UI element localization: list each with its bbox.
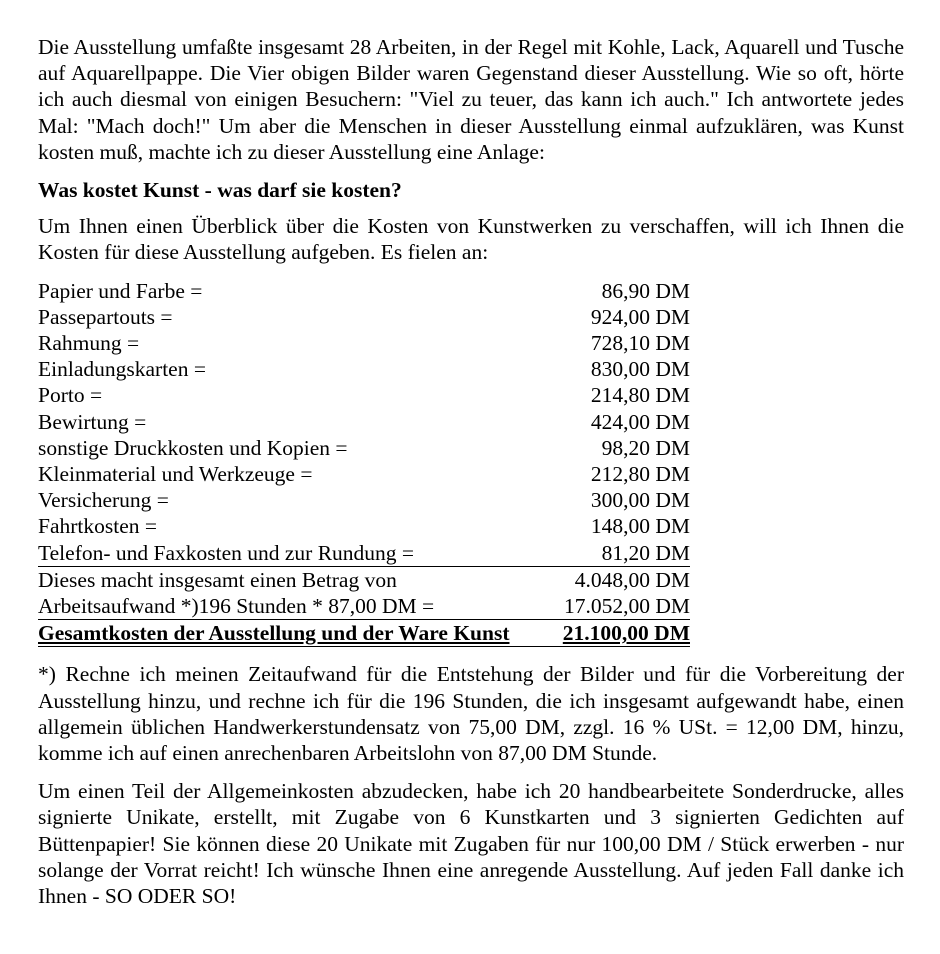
cost-row — [38, 513, 690, 539]
document-page — [38, 34, 904, 909]
total-row — [38, 620, 690, 647]
cost-label: sonstige Druckkosten und Kopien = — [38, 435, 348, 460]
cost-label: Rahmung = — [38, 331, 140, 356]
cost-label: Porto = — [38, 383, 103, 408]
cost-label: Einladungskarten = — [38, 357, 206, 382]
cost-row — [38, 540, 690, 567]
total-label: Gesamtkosten der Ausstellung und der Ware Kunst — [38, 620, 551, 647]
cost-label: Papier und Farbe = — [38, 278, 203, 303]
subtotal-label: Dieses macht insgesamt einen Betrag von — [38, 567, 397, 592]
labor-amount: 17.052,00 DM — [551, 593, 690, 620]
cost-label: Kleinmaterial und Werkzeuge = — [38, 462, 313, 487]
cost-amount: 86,90 DM — [601, 278, 690, 303]
cost-amount: 214,80 DM — [590, 383, 690, 408]
cost-table — [38, 278, 690, 648]
cost-row — [38, 487, 690, 513]
cost-label: Bewirtung = — [38, 409, 147, 434]
cost-amount: 424,00 DM — [590, 409, 690, 434]
cost-row — [38, 435, 690, 461]
overview-paragraph: Um Ihnen einen Überblick über die Kosten von Kunstwerken zu verschaffen, will ich Ihnen die Kosten für diese Ausstellung aufgeben. Es fielen an: — [38, 214, 904, 265]
cost-amount: 212,80 DM — [590, 462, 690, 487]
cost-row — [38, 304, 690, 330]
cost-amount: 148,00 DM — [590, 514, 690, 539]
cost-amount: 830,00 DM — [590, 357, 690, 382]
cost-amount: 81,20 DM — [551, 540, 690, 567]
cost-row — [38, 461, 690, 487]
subtotal-row — [38, 566, 690, 593]
total-amount: 21.100,00 DM — [551, 620, 690, 647]
cost-label: Versicherung = — [38, 488, 169, 513]
cost-amount: 728,10 DM — [590, 331, 690, 356]
intro-paragraph: Die Ausstellung umfaßte insgesamt 28 Arbeiten, in der Regel mit Kohle, Lack, Aquarell und Tusche auf Aquarellpappe. Die Vier obigen Bilder waren Gegenstand dieser Ausstellung. Wie so oft, hörte ich auch diesmal von einigen Besuchern: "Viel zu teuer, das kann ich auch." Ich antwortete jedes Mal: "Mach doch!" Um aber die Menschen in dieser Ausstellung einmal aufzuklären, was Kunst kosten muß, machte ich zu dieser Ausstellung eine Anlage: — [38, 35, 904, 164]
cost-row — [38, 278, 690, 304]
cost-amount: 98,20 DM — [601, 435, 690, 460]
cost-amount: 924,00 DM — [590, 304, 690, 329]
closing-paragraph: Um einen Teil der Allgemeinkosten abzudecken, habe ich 20 handbearbeitete Sonderdrucke, alles signierte Unikate, erstellt, mit Zugabe von 6 Kunstkarten und 3 signierten Gedichten auf Büttenpapier! Sie können diese 20 Unikate mit Zugaben für nur 100,00 DM / Stück erwerben - nur solange der Vorrat reicht! Ich wünsche Ihnen eine anregende Ausstellung. Auf jeden Fall danke ich Ihnen - SO ODER SO! — [38, 779, 904, 909]
labor-label: Arbeitsaufwand *)196 Stunden * 87,00 DM = — [38, 593, 551, 620]
cost-label: Telefon- und Faxkosten und zur Rundung = — [38, 540, 551, 567]
labor-row — [38, 593, 690, 620]
cost-label: Passepartouts = — [38, 304, 173, 329]
cost-row — [38, 409, 690, 435]
cost-amount: 300,00 DM — [590, 488, 690, 513]
section-heading: Was kostet Kunst - was darf sie kosten? — [38, 178, 402, 203]
subtotal-amount: 4.048,00 DM — [574, 567, 690, 592]
footnote-paragraph: *) Rechne ich meinen Zeitaufwand für die Entstehung der Bilder und für die Vorbereitung der Ausstellung hinzu, und rechne ich für die 196 Stunden, die ich insgesamt aufgewandt habe, einen allgemein üblichen Handwerkerstundensatz von 75,00 DM, zzgl. 16 % USt. = 12,00 DM, hinzu, komme ich auf einen anrechenbaren Arbeitslohn von 87,00 DM Stunde. — [38, 662, 904, 766]
cost-row — [38, 330, 690, 356]
cost-label: Fahrtkosten = — [38, 514, 158, 539]
cost-row — [38, 382, 690, 408]
cost-row — [38, 356, 690, 382]
